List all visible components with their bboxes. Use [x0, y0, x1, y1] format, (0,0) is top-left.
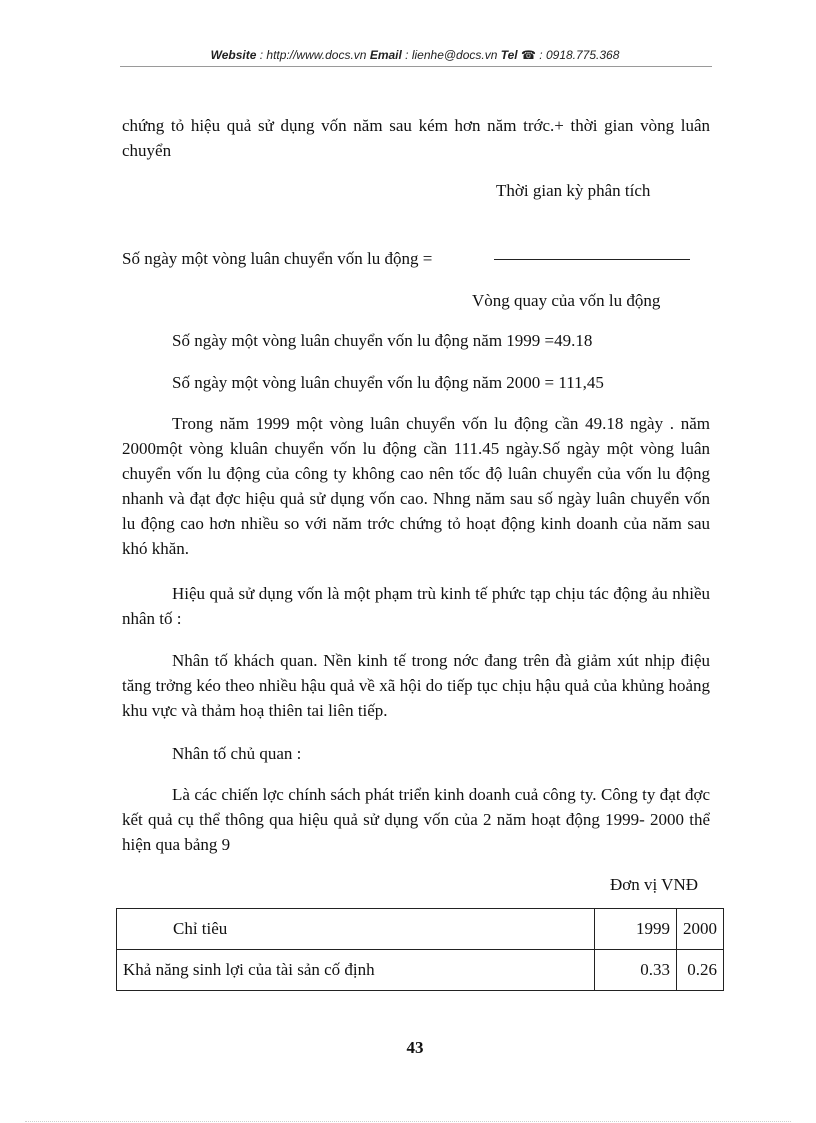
formula-left-side: Số ngày một vòng luân chuyển vốn lu động =: [122, 249, 433, 268]
table-cell: 0.26: [677, 950, 724, 991]
tel-value: : 0918.775.368: [539, 48, 620, 62]
unit-label: Đơn vị VNĐ: [610, 875, 699, 894]
page-number: 43: [406, 1038, 424, 1057]
email-label: Email: [369, 48, 402, 62]
paragraph-strategy: Là các chiến lợc chính sách phát triển kinh doanh cuả công ty. Công ty đạt đợc kết quả cụ thể thông qua hiệu quả sử dụng vốn của 2 năm hoạt động 1999- 2000 thể hiện qua bảng 9: [122, 785, 710, 854]
table-header-cell: 2000: [677, 909, 724, 950]
website-value: : http://www.docs.vn: [259, 48, 367, 62]
email-value: : lienhe@docs.vn: [405, 48, 498, 62]
result-1999: Số ngày một vòng luân chuyển vốn lu động năm 1999 =49.18: [172, 331, 593, 350]
formula-numerator: Thời gian kỳ phân tích: [496, 181, 651, 200]
intro-paragraph: chứng tỏ hiệu quả sử dụng vốn năm sau kém hơn năm trớc.+ thời gian vòng luân chuyển: [122, 116, 710, 160]
website-label: Website: [210, 48, 257, 62]
formula-denominator: Vòng quay của vốn lu động: [472, 291, 661, 310]
phone-icon: ☎: [521, 48, 536, 62]
formula-fraction-bar: [494, 259, 690, 260]
table-row: [117, 950, 724, 991]
header-divider: [120, 66, 712, 67]
paragraph-objective: Nhân tố khách quan. Nền kinh tế trong nớc đang trên đà giảm xút nhịp điệu tăng trởng kéo theo nhiều hậu quả về xã hội do tiếp tục chịu hậu quả của khủng hoảng khu vực và thảm hoạ thiên tai liên tiếp.: [122, 651, 710, 720]
result-2000: Số ngày một vòng luân chuyển vốn lu động năm 2000 = 111,45: [172, 373, 604, 392]
data-table: [116, 908, 724, 991]
table-header-cell: Chỉ tiêu: [117, 909, 595, 950]
page-header: [120, 48, 710, 62]
paragraph-subjective-heading: Nhân tố chủ quan :: [172, 744, 302, 763]
table-header-row: [117, 909, 724, 950]
paragraph-efficiency: Hiệu quả sử dụng vốn là một phạm trù kinh tế phức tạp chịu tác động ảu nhiều nhân tố :: [122, 584, 710, 628]
table-header-cell: 1999: [595, 909, 677, 950]
tel-label: Tel: [500, 48, 518, 62]
table-cell: 0.33: [595, 950, 677, 991]
table-cell: Khả năng sinh lợi của tài sản cố định: [117, 950, 595, 991]
footer-divider: [25, 1121, 791, 1122]
paragraph-turnover: Trong năm 1999 một vòng luân chuyển vốn lu động cần 49.18 ngày . năm 2000một vòng kluân chuyển vốn lu động cần 111.45 ngày.Số ngày một vòng luân chuyển vốn lu động của công ty không cao nên tốc độ luân chuyển của vốn lu động nhanh và đạt đợc hiệu quả sử dụng vốn cao. Nhng năm sau số ngày luân chuyển vốn lu động cao hơn nhiều so với năm trớc chứng tỏ hoạt động kinh doanh của năm sau khó khăn.: [122, 414, 710, 558]
